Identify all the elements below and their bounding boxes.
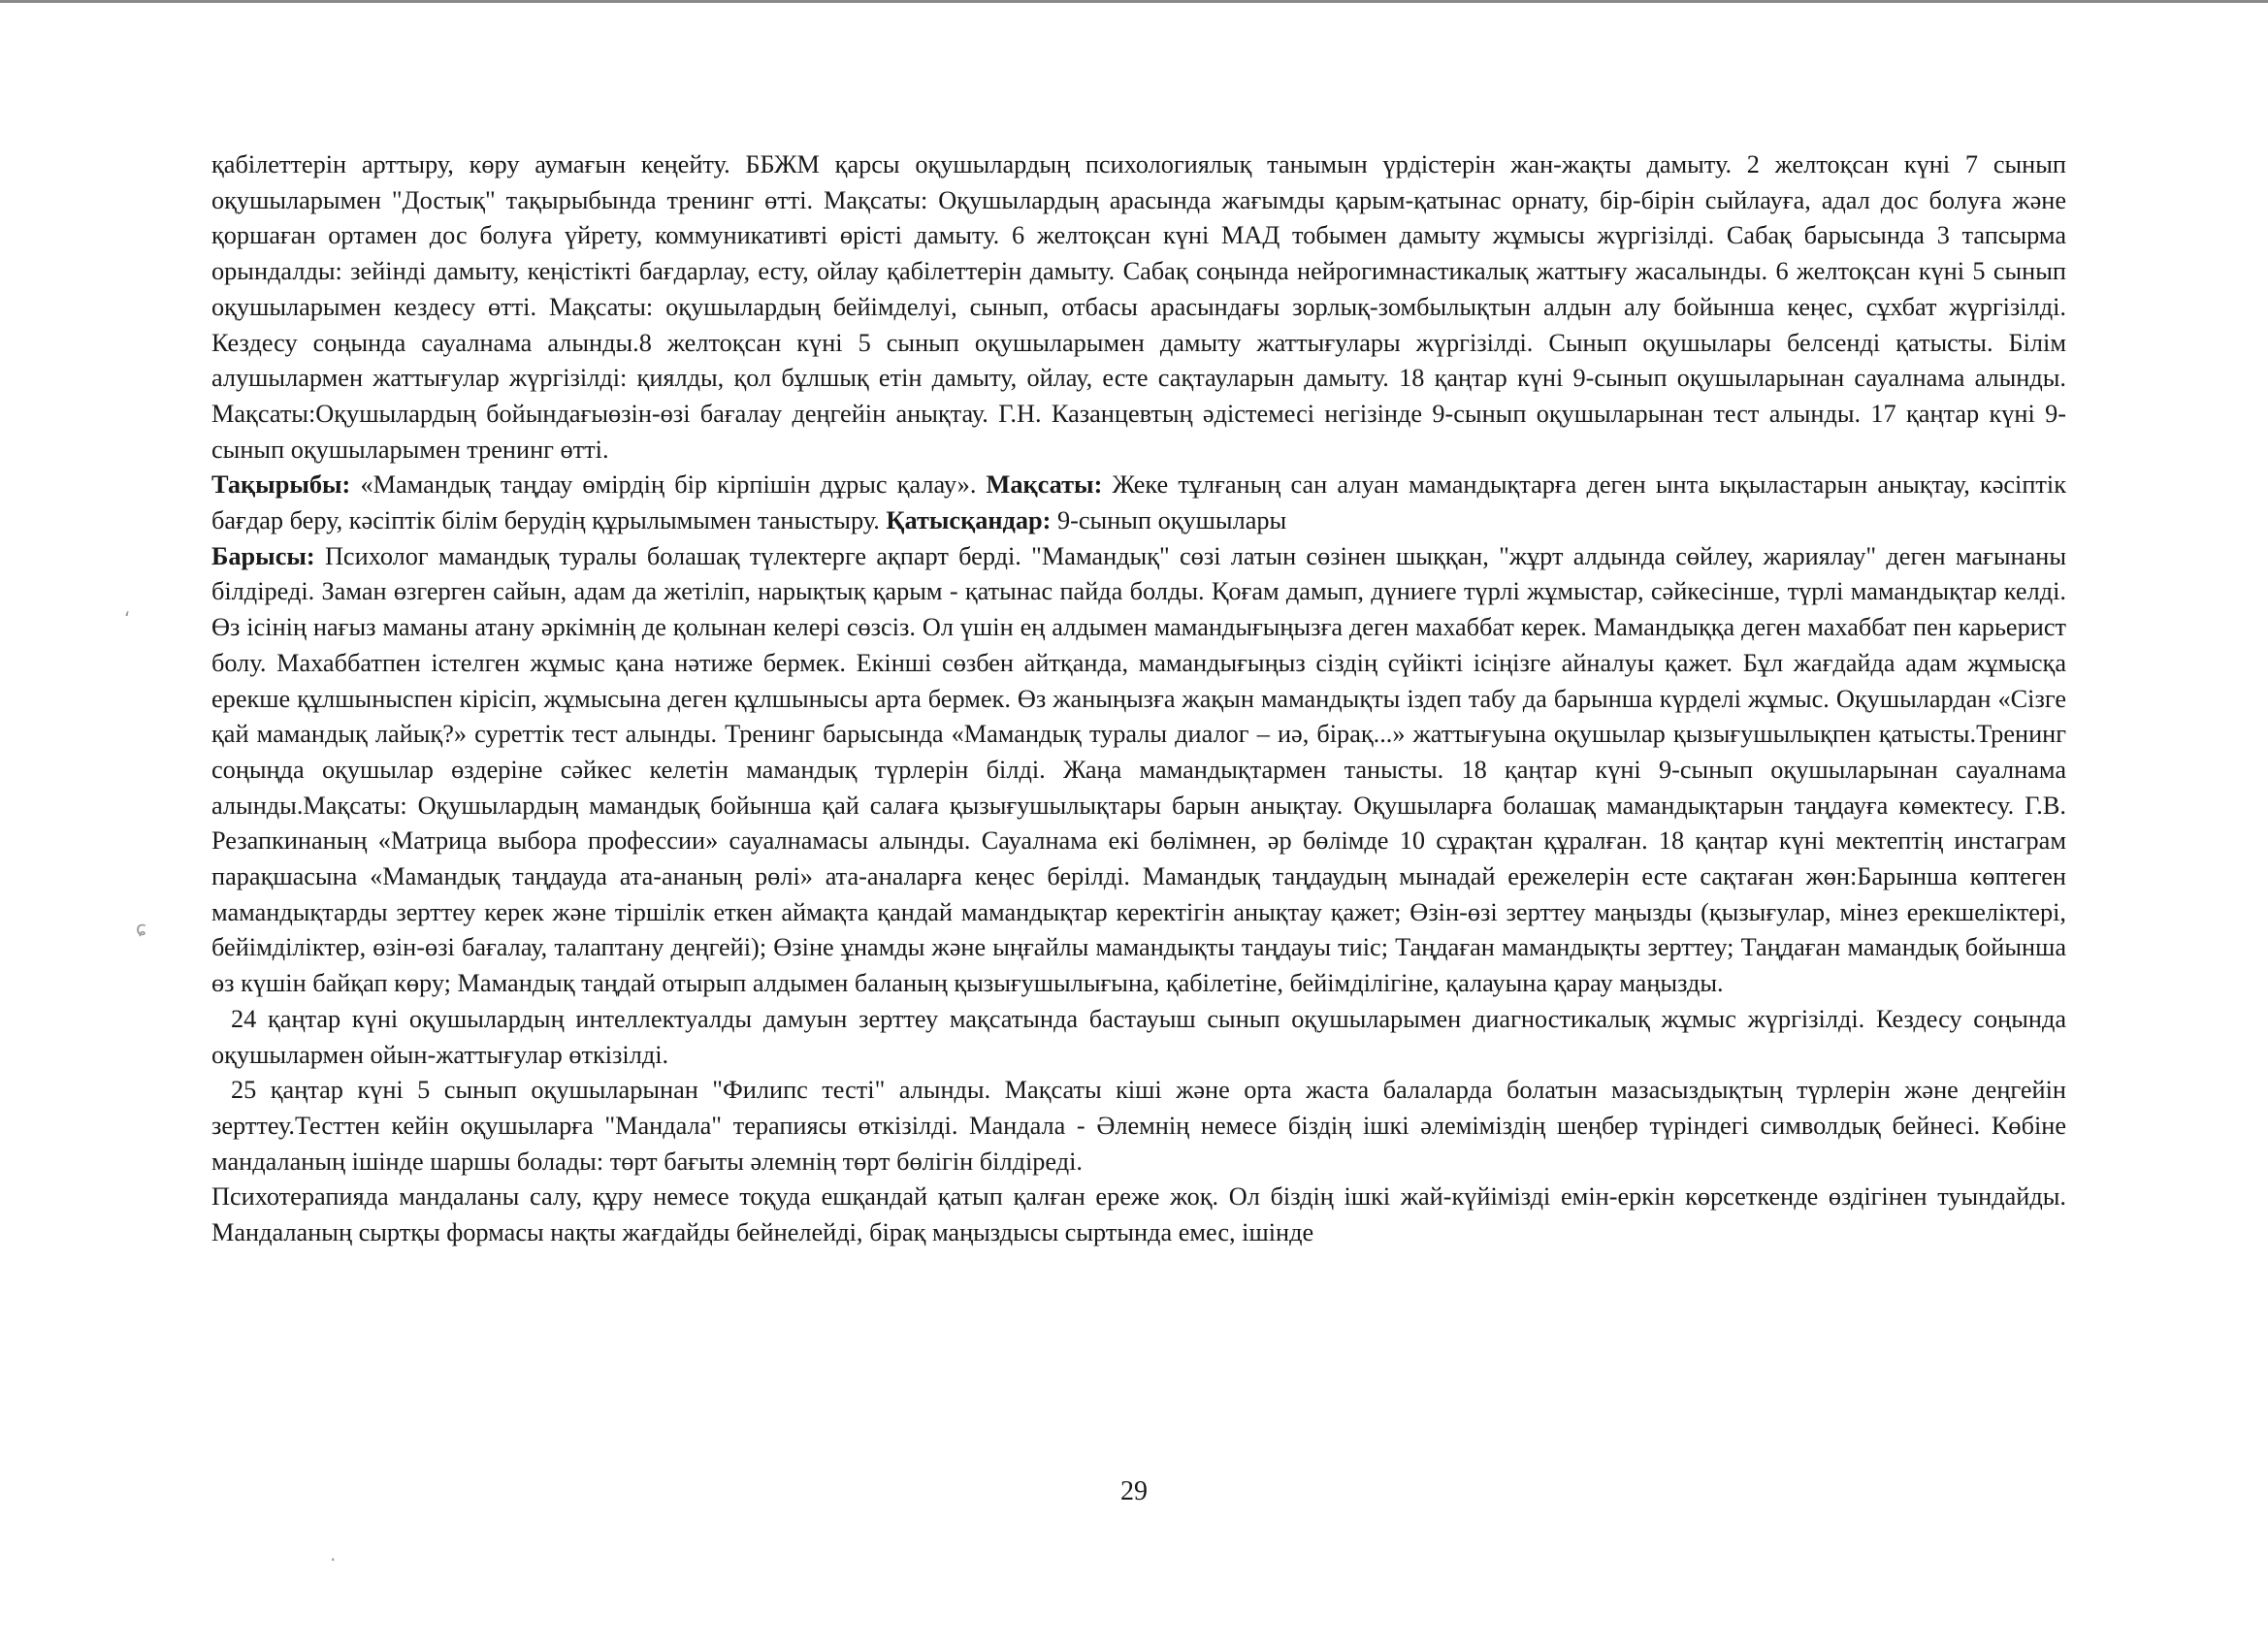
paragraph: [211, 468, 2066, 538]
scan-speck: ʻ: [124, 607, 131, 630]
paragraph: [211, 1180, 2066, 1250]
bold-label: Қатысқандар:: [886, 506, 1052, 535]
bold-label: Мақсаты:: [986, 470, 1103, 500]
paragraph: [211, 147, 2066, 468]
bold-label: Барысы:: [211, 541, 315, 570]
text-run: 24 қаңтар күні оқушылардың интеллектуалды дамуын зерттеу мақсатында бастауыш сынып оқушыларымен диагностикалық жұмыс жүргізілді. Кездесу соңында оқушылармен ойын-жаттығулар өткізілді.: [211, 1004, 2066, 1069]
paragraph: [211, 1073, 2066, 1180]
paragraph: [211, 1002, 2066, 1073]
paragraph: [211, 539, 2066, 1002]
scan-speck: ɕ: [136, 917, 146, 940]
body-text: [211, 147, 2066, 1251]
text-run: қабілеттерін арттыру, көру аумағын кеңейту. ББЖМ қарсы оқушылардың психологиялық танымын үрдістерін жан-жақты дамыту. 2 желтоқсан күні 7 сынып оқушыларымен "Достық" тақырыбында тренинг өтті. Мақсаты: Оқушылардың арасында жағымды қарым-қатынас орнату, бір-бірін сыйлауға, адал дос болуға және қоршаған ортамен дос болуға үйрету, коммуникативті өрісті дамыту. 6 желтоқсан күні МАД тобымен дамыту жұмысы жүргізілді. Сабақ барысында 3 тапсырма орындалды: зейінді дамыту, кеңістікті бағдарлау, есту, ойлау қабілеттерін дамыту. Сабақ соңында нейрогимнастикалық жаттығу жасалынды. 6 желтоқсан күні 5 сынып оқушыларымен кездесу өтті. Мақсаты: оқушылардың бейімделуі, сынып, отбасы арасындағы зорлық-зомбылықтын алдын алу бойынша кеңес, сұхбат жүргізілді. Кездесу соңында сауалнама алынды.8 желтоқсан күні 5 сынып оқушыларымен дамыту жаттығулары жүргізілді. Сынып оқушылары белсенді қатысты. Білім алушылармен жаттығулар жүргізілді: қиялды, қол бұлшық етін дамыту, ойлау, есте сақтауларын дамыту. 18 қаңтар күні 9-сынып оқушыларынан сауалнама алынды. Мақсаты:Оқушылардың бойындағыөзін-өзі бағалау деңгейін анықтау. Г.Н. Казанцевтың әдістемесі негізінде 9-сынып оқушыларынан тест алынды. 17 қаңтар күні 9-сынып оқушыларымен тренинг өтті.: [211, 150, 2066, 464]
scan-top-edge: [0, 0, 2268, 3]
text-run: Жеке тұлғаның сан алуан мамандықтарға деген ынта ықыластарын анықтау, кәсіптік бағдар беру, кәсіптік білім берудің құрылымымен таныстыру.: [211, 470, 2066, 535]
text-run: 25 қаңтар күні 5 сынып оқушыларынан "Филипс тесті" алынды. Мақсаты кіші және орта жаста балаларда болатын мазасыздықтың түрлерін және деңгейін зерттеу.Тесттен кейін оқушыларға "Мандала" терапиясы өткізілді. Мандала - Әлемнің немесе біздің ішкі әлеміміздің шеңбер түріндегі символдық бейнесі. Көбіне мандаланың ішінде шаршы болады: төрт бағыты әлемнің төрт бөлігін білдіреді.: [211, 1076, 2066, 1176]
bold-label: Тақырыбы:: [211, 470, 351, 500]
text-run: Психолог мамандық туралы болашақ түлектерге ақпарт берді. "Мамандық" сөзі латын сөзінен шыққан, "жұрт алдында сөйлеу, жариялау" деген мағынаны білдіреді. Заман өзгерген сайын, адам да жетіліп, нарықтық қарым - қатынас пайда болды. Қоғам дамып, дүниеге түрлі жұмыстар, сәйкесінше, түрлі мамандықтар келді. Өз ісінің нағыз маманы атану әркімнің де қолынан келері сөзсіз. Ол үшін ең алдымен мамандығыңызға деген махаббат керек. Мамандыққа деген махаббат пен карьерист болу. Махаббатпен істелген жұмыс қана нәтиже бермек. Екінші сөзбен айтқанда, мамандығыңыз сіздің сүйікті ісіңізге айналуы қажет. Бұл жағдайда адам жұмысқа ерекше құлшыныспен кірісіп, жұмысына деген құлшынысы арта бермек. Өз жаныңызға жақын мамандықты іздеп табу да барынша күрделі жұмыс. Оқушылардан «Сізге қай мамандық лайық?» суреттік тест алынды. Тренинг барысында «Мамандық туралы диалог – иә, бірақ...» жаттығуына оқушылар қызығушылықпен қатысты.Тренинг соңыңда оқушылар өздеріне сәйкес келетін мамандық түрлерін білді. Жаңа мамандықтармен танысты. 18 қаңтар күні 9-сынып оқушыларынан сауалнама алынды.Мақсаты: Оқушылардың мамандық бойынша қай салаға қызығушылықтары барын анықтау. Оқушыларға болашақ мамандықтарын таңдауға көмектесу. Г.В. Резапкинаның «Матрица выбора профессии» сауалнамасы алынды. Сауалнама екі бөлімнен, әр бөлімде 10 сұрақтан құралған. 18 қаңтар күні мектептің инстаграм парақшасына «Мамандық таңдауда ата-ананың рөлі» ата-аналарға кеңес берілді. Мамандық таңдаудың мынадай ережелерін есте сақтаған жөн:Барынша көптеген мамандықтарды зерттеу керек және тіршілік еткен аймақта қандай мамандықтар керектігін анықтау қажет; Өзін-өзі зерттеу маңызды (қызығулар, мінез ерекшеліктері, бейімділіктер, өзін-өзі бағалау, талаптану деңгейі); Өзіне ұнамды және ыңғайлы мамандықты таңдауы тиіс; Таңдаған мамандықты зерттеу; Таңдаған мамандық бойынша өз күшін байқап көру; Мамандық таңдай отырып алдымен баланың қызығушылығына, қабілетіне, бейімділігіне, қалауына қарау маңызды.: [211, 541, 2066, 998]
scan-speck: ·: [330, 1548, 337, 1571]
text-run: Психотерапияда мандаланы салу, құру немесе тоқуда ешқандай қатып қалған ереже жоқ. Ол біздің ішкі жай-күйімізді емін-еркін көрсеткенде өздігінен туындайды. Мандаланың сыртқы формасы нақты жағдайды бейнелейді, бірақ маңыздысы сыртында емес, ішінде: [211, 1182, 2066, 1247]
text-run: 9-сынып оқушылары: [1051, 506, 1287, 535]
text-run: «Мамандық таңдау өмірдің бір кірпішін дұрыс қалау».: [350, 470, 987, 500]
page-number: 29: [1120, 1476, 1148, 1506]
